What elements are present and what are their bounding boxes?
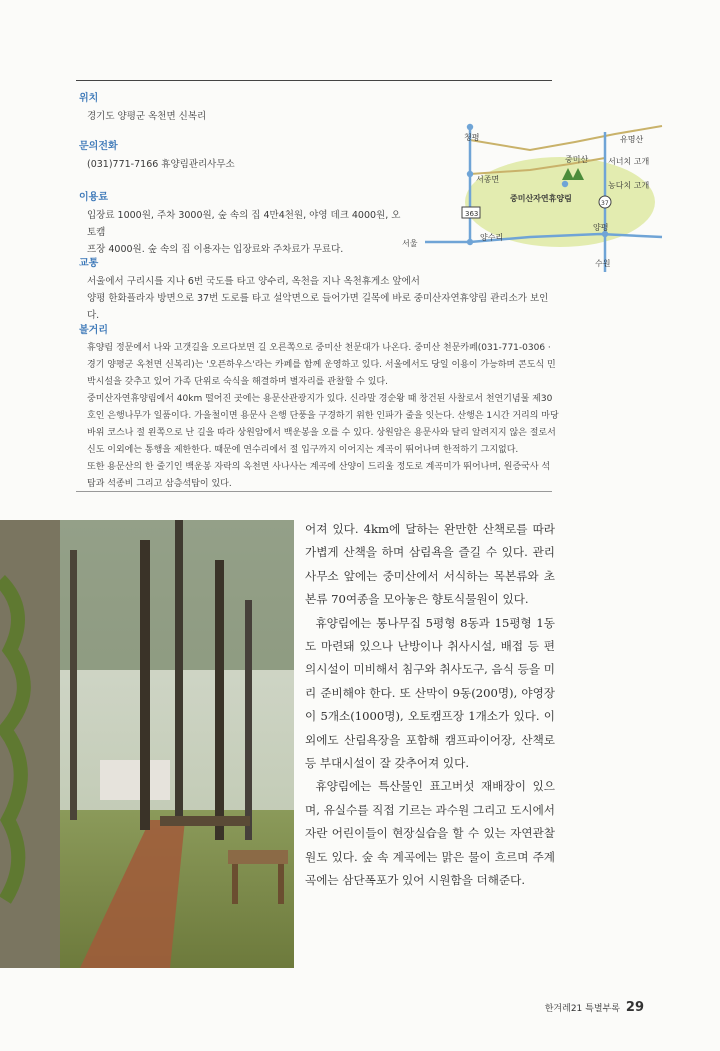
page-number: 29 [625,1000,644,1015]
traffic-line: 서울에서 구리시를 지나 6번 국도를 타고 양수리, 옥천을 지나 옥천휴게소 앞에서 [87,276,420,287]
sights-body [79,340,559,493]
location-map [400,112,665,272]
section-divider [76,491,552,492]
magazine-name: 한겨레21 특별부록 [544,1004,620,1014]
location-text: 경기도 양평군 옥천면 신복리 [87,111,207,122]
top-rule [76,80,552,81]
label-seojongmyeon: 서종면 [476,175,500,184]
page-footer [545,1000,644,1015]
forest-photo [0,520,294,968]
label-yangsuri: 양수리 [480,233,504,242]
sights-line: 호인 은행나무가 일품이다. 가을철이면 용문사 은행 단풍을 구경하기 위한 인파가 줄을 잇는다. 산행은 1시간 거리의 마당 [87,411,559,421]
label-cheongpyeong: 청평 [464,133,480,142]
map-point [467,124,473,130]
fees-body [79,207,409,258]
sights-heading: 볼거리 [79,325,108,336]
article-paragraph: 휴양림에는 통나무집 5평형 8동과 15평형 1동도 마련돼 있으나 난방이나 취사시설, 배접 등 편의시설이 미비해서 침구와 취사도구, 음식 등을 미리 준비해야 한다. 또 산막이 9동(200명), 야영장이 5개소(1000명), 오토캠프장 1개소가 있다. 이 외에도 산림욕장을 포함해 캠프파이어장, 산책로 등 부대시설이 잘 갖추어져 있다. [305,615,555,771]
contact-heading: 문의전화 [79,141,118,152]
label-seonechigogae: 서너치 고개 [608,157,650,166]
sights-line: 중미산자연휴양림에서 40km 떨어진 곳에는 용문산관광지가 있다. 신라말 경순왕 때 창건된 사찰로서 천연기념물 제30 [87,394,553,404]
traffic-body [79,273,559,324]
map-point [562,181,568,187]
label-suwon: 수원 [595,259,611,268]
label-seoul: 서울 [402,239,418,248]
sights-line: 휴양림 정문에서 나와 고갯길을 오르다보면 길 오른쪽으로 중미산 천문대가 나온다. 중미산 천문카페(031-771-0306 · [87,343,551,353]
map-point [467,239,473,245]
sights-line: 박시설을 갖추고 있어 가족 단위로 숙식을 해결하며 별자리를 관찰할 수 있다. [87,377,388,387]
contact-text: (031)771-7166 휴양림관리사무소 [87,159,235,170]
sights-line: 경기 양평군 옥천면 신복리)는 '오픈하우스'라는 카페를 함께 운영하고 있다. 서울에서도 당일 이용이 가능하며 콘도식 민 [87,360,556,370]
label-yangpyeong: 양평 [593,223,609,232]
fees-heading: 이용료 [79,192,108,203]
map-point [467,171,473,177]
sights-line: 탑과 석종비 그리고 삼층석탑이 있다. [87,479,232,489]
fees-section [79,189,409,258]
traffic-line: 양평 한화플라자 방면으로 37번 도로를 타고 설악면으로 들어가면 길목에 바로 중미산자연휴양림 관리소가 보인다. [87,293,549,321]
article-body [305,518,555,893]
label-nodachigogae: 농다치 고개 [608,181,650,190]
fees-line: 입장료 1000원, 주차 3000원, 숲 속의 집 4만4천원, 야영 데크 4000원, 오토캠 [87,210,401,238]
article-paragraph: 어져 있다. 4km에 달하는 완만한 산책로를 따라 가볍게 산책을 하며 삼림욕을 즐길 수 있다. 관리사무소 앞에는 중미산에서 서식하는 목본류와 초본류 70여종을 모아놓은 향토식물원이 있다. [305,522,555,607]
location-heading: 위치 [79,93,99,104]
sights-line: 신도 이외에는 통행을 제한한다. 때문에 연수리에서 절 입구까지 이어지는 계곡이 뛰어나며 한적하기 그지없다. [87,445,519,455]
label-route-363: 363 [465,210,479,218]
article-paragraph: 휴양림에는 특산물인 표고버섯 재배장이 있으며, 유실수를 직접 기르는 과수원 그리고 도시에서 자란 어린이들이 현장실습을 할 수 있는 자연관찰원도 있다. 숲 속 계곡에는 맑은 물이 흐르며 주계곡에는 삼단폭포가 있어 시원함을 더해준다. [305,779,555,888]
label-yumyeongsan: 유명산 [620,135,644,144]
fees-line: 프장 4000원. 숲 속의 집 이용자는 입장료와 주차료가 무료다. [87,244,344,255]
label-forest: 중미산자연휴양림 [510,194,572,203]
label-jungmisan: 중미산 [565,155,589,164]
traffic-heading: 교통 [79,258,99,269]
label-route-37: 37 [601,200,609,207]
sights-section [79,322,559,493]
sights-line: 또한 용문산의 한 줄기인 백운봉 자락의 옥천면 사나사는 계곡에 산양이 드리울 정도로 계곡미가 뛰어나며, 원증국사 석 [87,462,551,472]
location-section [79,90,206,125]
contact-section [79,138,235,173]
sights-line: 바위 코스나 절 왼쪽으로 난 길을 따라 상원암에서 백운봉을 오를 수 있다. 상원암은 용문사와 달리 알려지지 않은 절로서 [87,428,556,438]
